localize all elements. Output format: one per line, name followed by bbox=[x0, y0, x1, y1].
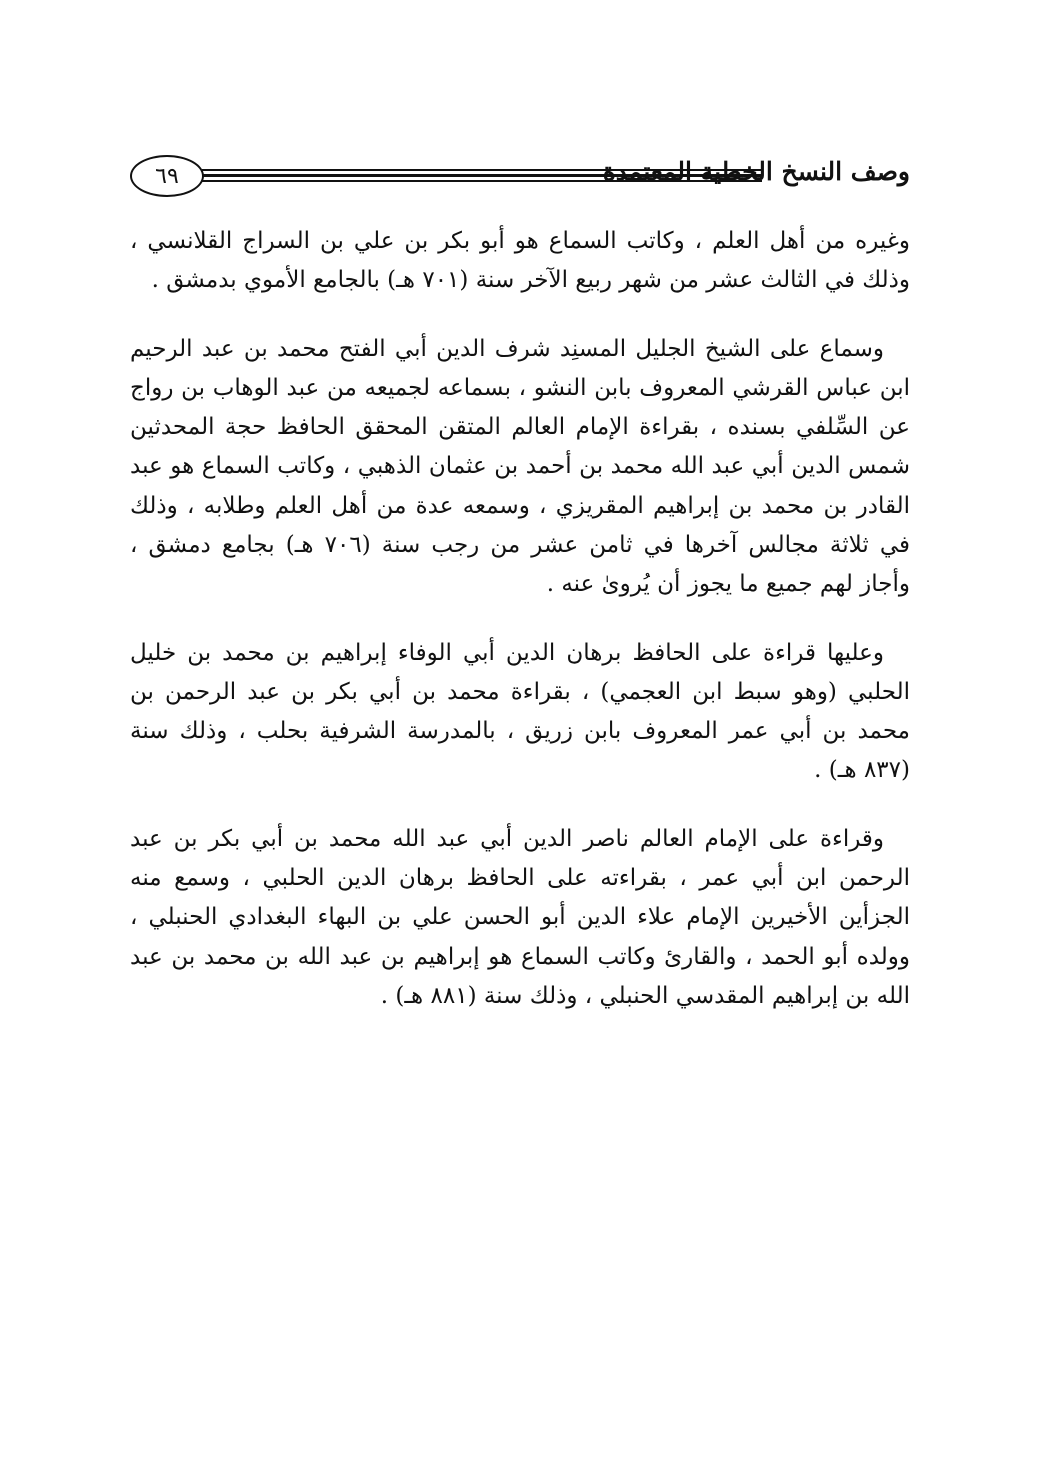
paragraph-3: وعليها قراءة على الحافظ برهان الدين أبي الوفاء إبراهيم بن محمد بن خليل الحلبي (وهو سبط ابن العجمي) ، بقراءة محمد بن أبي بكر بن عبد الرحمن بن محمد بن أبي عمر المعروف بابن زريق ، بالمدرسة الشرفية بحلب ، وذلك سنة (٨٣٧ هـ) . bbox=[130, 639, 910, 784]
paragraph-2: وسماع على الشيخ الجليل المسنِد شرف الدين أبي الفتح محمد بن عبد الرحيم ابن عباس القرشي المعروف بابن النشو ، بسماعه لجميعه من عبد الوهاب بن رواج عن السِّلفي بسنده ، بقراءة الإمام العالم المتقن المحقق الحافظ حجة المحدثين شمس الدين أبي عبد الله محمد بن أحمد بن عثمان الذهبي ، وكاتب السماع هو عبد القادر بن محمد بن إبراهيم المقريزي ، وسمعه عدة من أهل العلم وطلابه ، وذلك في ثلاثة مجالس آخرها في ثامن عشر من رجب سنة (٧٠٦ هـ) بجامع دمشق ، وأجاز لهم جميع ما يجوز أن يُروىٰ عنه . bbox=[130, 336, 911, 597]
page-body bbox=[130, 222, 910, 1046]
page-header bbox=[130, 155, 910, 205]
page-number bbox=[130, 155, 204, 197]
paragraph-4: وقراءة على الإمام العالم ناصر الدين أبي عبد الله محمد بن أبي بكر بن عبد الرحمن ابن أبي عمر ، بقراءته على الحافظ برهان الدين الحلبي ، وسمع منه الجزأين الأخيرين الإمام علاء الدين أبو الحسن علي بن البهاء البغدادي الحنبلي ، وولده أبو الحمد ، والقارئ وكاتب السماع هو إبراهيم بن عبد الله بن محمد بن عبد الله بن إبراهيم المقدسي الحنبلي ، وذلك سنة (٨٨١ هـ) . bbox=[130, 826, 910, 1009]
running-title: وصف النسخ الخطية المعتمدة bbox=[602, 157, 910, 186]
page-number-text: ٦٩ bbox=[155, 163, 179, 189]
paragraph-1: وغيره من أهل العلم ، وكاتب السماع هو أبو بكر بن علي بن السراج القلانسي ، وذلك في الثالث عشر من شهر ربيع الآخر سنة (٧٠١ هـ) بالجامع الأموي بدمشق . bbox=[130, 228, 910, 294]
